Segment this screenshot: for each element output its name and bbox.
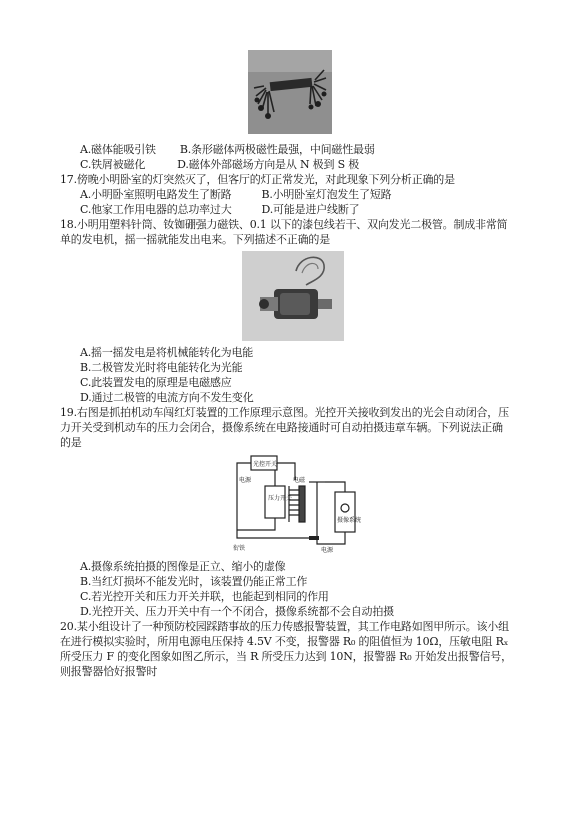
red-light-camera-circuit-diagram [231,452,361,554]
q19-option-a: A.摄像系统拍摄的图像是正立、缩小的虚像 [80,560,286,573]
diagram-label-pressure-switch: 压力开关 [268,495,293,502]
q19-option-b: B.当红灯损坏不能发光时，该装置仍能正常工作 [80,575,308,588]
q17-option-d: D.可能是进户线断了 [261,203,360,216]
q18-stem-line2: 单的发电机，摇一摇就能发出电来。下列描述不正确的是 [60,233,330,246]
q19-stem-line1: 19.右图是抓拍机动车闯红灯装置的工作原理示意图。光控开关接收到发出的光会自动闭合，压 [60,406,509,419]
q19-stem-line3: 的是 [60,436,82,449]
q17-options-row1 [80,188,391,202]
q20-line4: 则报警器恰好报警时 [60,665,158,678]
q18-option-a: A.摇一摇发电是将机械能转化为电能 [80,346,254,359]
q20-line2: 在进行模拟实验时，所用电源电压保持 4.5V 不变，报警器 R₀ 的阻值恒为 10Ω，压敏电阻 Rₓ [60,635,509,648]
diagram-label-power: 电源 [321,547,334,554]
diagram-label-light-switch: 光控开关 [253,461,278,468]
q19-option-d: D.光控开关、压力开关中有一个不闭合，摄像系统都不会自动拍摄 [80,605,394,618]
q16-options-row2 [80,158,359,172]
q16-option-a: A.磁体能吸引铁 [80,143,156,156]
q16-options-row1 [80,143,375,157]
syringe-generator-photo [242,251,344,341]
q20-line1: 20.某小组设计了一种预防校园踩踏事故的压力传感报警装置，其工作电路如图甲所示。该小组 [60,620,509,633]
circuit-svg [231,452,361,554]
q16-option-d: D.磁体外部磁场方向是从 N 极到 S 极 [177,158,359,171]
q17-stem: 17.傍晚小明卧室的灯突然灭了，但客厅的灯正常发光，对此现象下列分析正确的是 [60,173,455,186]
diagram-label-electromagnet: 电磁 [293,477,306,484]
diagram-label-control-power: 电源 [239,477,252,484]
q16-option-b: B.条形磁体两极磁性最强，中间磁性最弱 [179,143,375,156]
q18-option-b: B.二极管发光时将电能转化为光能 [80,361,243,374]
q17-options-row2 [80,203,359,217]
q18-stem-line1: 18.小明用塑料针筒、钕铷硼强力磁铁、0.1 以下的漆包线若干、双向发光二极管。制成非常简 [60,218,508,231]
diagram-label-camera-system: 摄像系统 [337,517,361,524]
q19-option-c: C.若光控开关和压力开关并联，也能起到相同的作用 [80,590,329,603]
diagram-label-bottom: 衔铁 [233,545,246,552]
q16-option-c: C.铁屑被磁化 [80,158,146,171]
syringe-generator-illustration [242,251,344,341]
q18-option-c: C.此装置发电的原理是电磁感应 [80,376,232,389]
magnet-filings-photo [248,50,332,134]
q17-option-c: C.他家工作用电器的总功率过大 [80,203,232,216]
magnet-filings-illustration [248,50,332,134]
q19-stem-line2: 力开关受到机动车的压力会闭合，摄像系统在电路接通时可自动拍摄违章车辆。下列说法正确 [60,421,503,434]
q17-option-b: B.小明卧室灯泡发生了短路 [261,188,392,201]
q18-option-d: D.通过二极管的电流方向不发生变化 [80,391,254,404]
q17-option-a: A.小明卧室照明电路发生了断路 [80,188,232,201]
q20-line3: 所受压力 F 的变化图象如图乙所示，当 R 所受压力达到 10N，报警器 R₀ 开始发出报警信号， [60,650,512,663]
